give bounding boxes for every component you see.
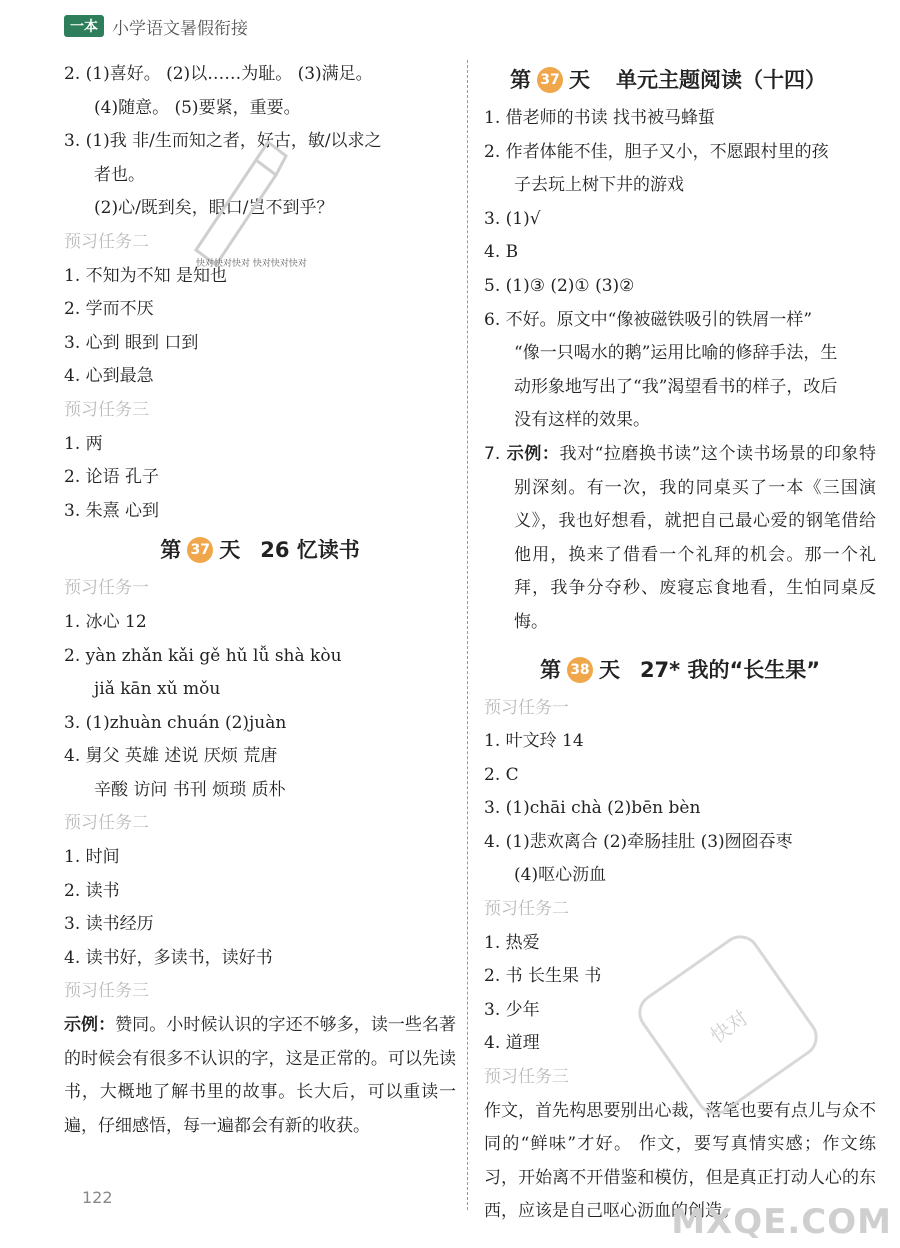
- answer-line: 2. yàn zhǎn kǎi gě hǔ lǚ shà kòu: [64, 645, 342, 666]
- answer-line: (4)呕心沥血: [514, 865, 607, 886]
- page-header: [64, 14, 248, 38]
- answer-line: 没有这样的效果。: [514, 410, 650, 431]
- section-title: 预习任务一: [64, 578, 149, 599]
- answer-line: 4. 道理: [484, 1033, 540, 1054]
- answer-line: 4. 心到最急: [64, 366, 154, 387]
- day-suffix: 天: [569, 68, 590, 92]
- answer-line: 6. 不好。原文中“像被磁铁吸引的铁屑一样”: [484, 309, 813, 330]
- day-lesson-title: 26 忆读书: [260, 538, 360, 563]
- day-prefix: 第: [510, 68, 531, 92]
- header-title: 小学语文暑假衔接: [112, 18, 248, 39]
- section-title: 预习任务三: [484, 1067, 569, 1088]
- answer-line: 2. 学而不厌: [64, 299, 154, 320]
- section-title: 预习任务二: [64, 813, 149, 834]
- answer-line: 1. 热爱: [484, 932, 540, 953]
- answer-line: 3. 少年: [484, 999, 540, 1020]
- answer-line: (4)随意。 (5)要紧，重要。: [94, 97, 301, 118]
- answer-line: 3. (1)√: [484, 208, 541, 229]
- site-watermark: MXQE.COM: [671, 1202, 892, 1242]
- day-heading: [64, 528, 456, 572]
- answer-line: 2. 书 长生果 书: [484, 966, 602, 987]
- section-title: 预习任务二: [64, 231, 149, 252]
- answer-line: 2. 读书: [64, 880, 120, 901]
- answer-line: 2. 论语 孔子: [64, 467, 160, 488]
- day-number-badge: 37: [537, 67, 563, 93]
- answer-line: 1. 冰心 12: [64, 611, 147, 632]
- section-title: 预习任务二: [484, 899, 569, 920]
- answer-line: 3. 朱熹 心到: [64, 500, 160, 521]
- answer-paragraph: 作文，首先构思要别出心裁，落笔也要有点儿与众不同的“鲜味”才好。 作文，要写真情实感；作文练习，开始离不开借鉴和模仿，但是真正打动人心的东西，应该是自己呕心沥血的创造。: [484, 1100, 876, 1222]
- stamp-text: 快对: [705, 1004, 753, 1048]
- day-lesson-title: 单元主题阅读（十四）: [616, 68, 826, 92]
- answer-line: (2)心/既到矣，眼口/岂不到乎？: [94, 198, 334, 219]
- answer-line: 3. 读书经历: [64, 914, 154, 935]
- answer-line: 4. 读书好，多读书，读好书: [64, 947, 273, 968]
- answer-line: 1. 借老师的书读 找书被马蜂蜇: [484, 108, 716, 128]
- answer-line: 子去玩上树下井的游戏: [514, 175, 684, 196]
- answer-line: 3. (1)zhuàn chuán (2)juàn: [64, 712, 287, 733]
- answer-line: 动形象地写出了“我”渴望看书的样子，改后: [514, 376, 838, 397]
- example-label: 示例：: [506, 443, 560, 464]
- pencil-watermark-icon: [176, 120, 296, 280]
- answer-line: 1. 叶文玲 14: [484, 731, 584, 752]
- day-heading: [484, 648, 876, 692]
- example-paragraph: [64, 1009, 456, 1143]
- section-title: 预习任务一: [484, 697, 569, 718]
- answer-line: 3. (1)我 非/生而知之者，好古，敏/以求之: [64, 131, 382, 152]
- day-prefix: 第: [160, 538, 182, 563]
- day-prefix: 第: [539, 657, 561, 682]
- page-number: 122: [82, 1188, 113, 1207]
- answer-line: 5. (1)③ (2)① (3)②: [484, 275, 635, 296]
- section-title: 预习任务三: [64, 399, 149, 420]
- answer-line: 4. (1)悲欢离合 (2)牵肠挂肚 (3)囫囵吞枣: [484, 831, 793, 852]
- example-paragraph: [484, 438, 876, 640]
- answer-line: 1. 不知为不知 是知也: [64, 265, 228, 286]
- answer-line: 1. 时间: [64, 847, 120, 868]
- section-title: 预习任务三: [64, 981, 149, 1002]
- answer-line: jiǎ kān xǔ mǒu: [94, 679, 221, 700]
- item-number: 7.: [484, 443, 501, 464]
- small-watermark-text: 快对快对快对 快对快对快对: [196, 259, 307, 269]
- answer-line: 4. B: [484, 242, 519, 263]
- brand-logo: 一本: [64, 15, 104, 37]
- answer-line: 2. C: [484, 764, 519, 785]
- example-label: 示例：: [64, 1015, 116, 1036]
- day-suffix: 天: [598, 657, 620, 682]
- answer-line: 3. 心到 眼到 口到: [64, 332, 199, 353]
- example-text: 我对“拉磨换书读”这个读书场景的印象特别深刻。有一次，我的同桌买了一本《三国演义》，我也好想看，就把自己最心爱的钢笔借给他用，换来了借看一个礼拜的机会。那一个礼拜，我争分夺秒、废寝忘食地看，生怕同桌反悔。: [514, 443, 876, 632]
- day-number-badge: 38: [567, 657, 593, 683]
- answer-line: 3. (1)chāi chà (2)bēn bèn: [484, 798, 701, 819]
- day-number-badge: 37: [187, 537, 213, 563]
- day-heading: [484, 58, 876, 102]
- answer-line: 者也。: [94, 164, 145, 185]
- day-lesson-title: 27* 我的“长生果”: [639, 657, 821, 682]
- column-divider: [467, 60, 468, 1210]
- answer-line: 1. 两: [64, 433, 103, 454]
- answer-line: 2. 作者体能不佳，胆子又小，不愿跟村里的孩: [484, 141, 829, 162]
- answer-line: 2. (1)喜好。 (2)以……为耻。 (3)满足。: [64, 64, 373, 84]
- answer-line: 4. 舅父 英雄 述说 厌烦 荒唐: [64, 746, 278, 767]
- answer-line: 辛酸 访问 书刊 烦琐 质朴: [94, 779, 286, 800]
- day-suffix: 天: [219, 538, 241, 563]
- example-text: 赞同。小时候认识的字还不够多，读一些名著的时候会有很多不认识的字，这是正常的。可以先读书，大概地了解书里的故事。长大后，可以重读一遍，仔细感悟，每一遍都会有新的收获。: [64, 1015, 457, 1136]
- answer-line: “像一只喝水的鹅”运用比喻的修辞手法，生: [514, 343, 838, 364]
